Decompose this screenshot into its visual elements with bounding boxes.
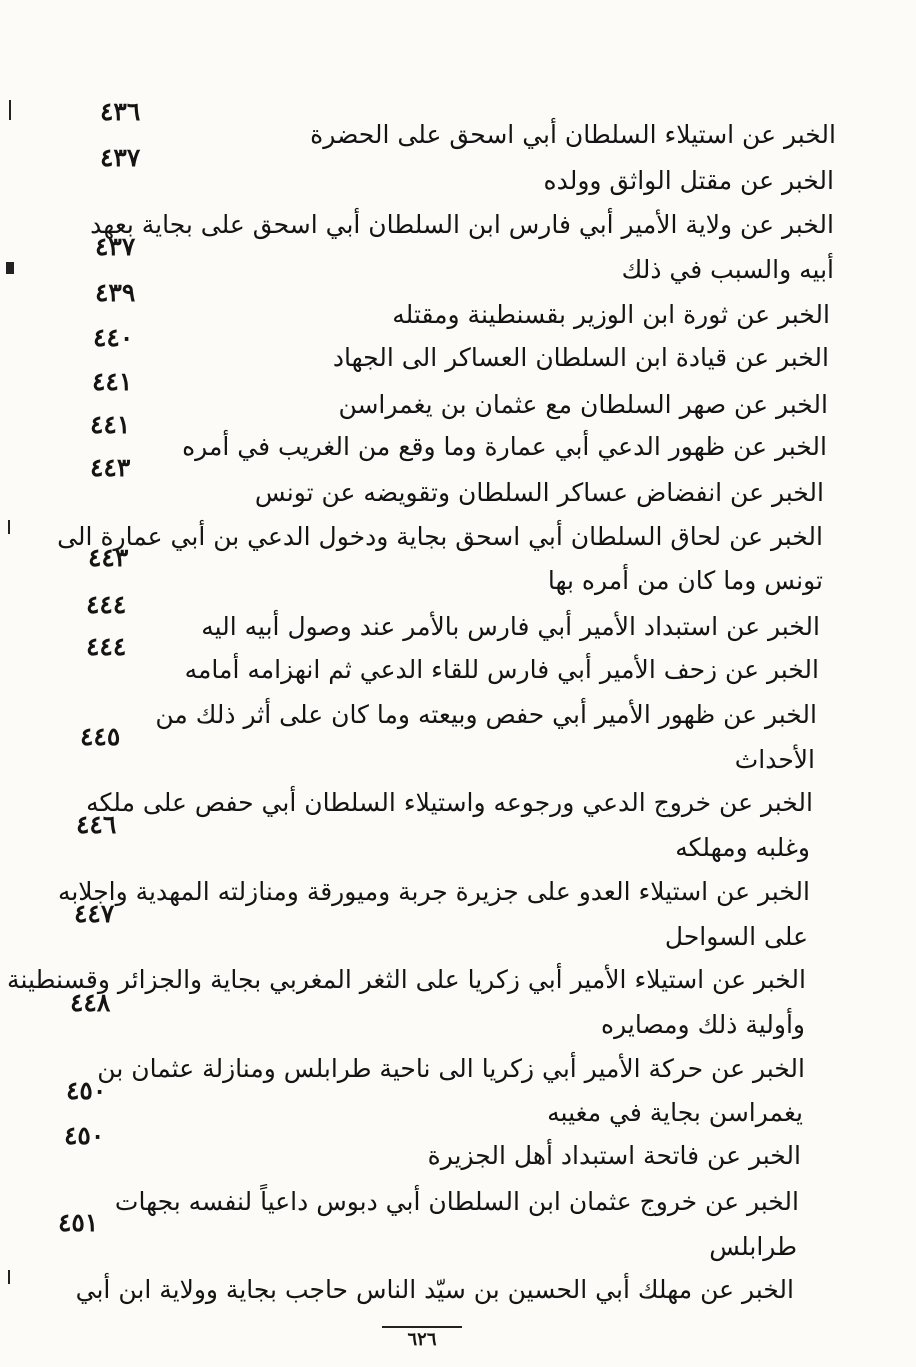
page-number: ٤٣٧ [95,232,136,261]
toc-entry-line: وأولية ذلك ومصايره [601,1010,805,1039]
page-number: ٤٤٠ [93,323,134,352]
toc-entry-line: الخبر عن استيلاء الأمير أبي زكريا على الثغر المغربي بجاية والجزائر وقسنطينة [7,965,806,994]
toc-entry-line: وغلبه ومهلكه [675,833,810,862]
toc-entry-line: الخبر عن ثورة ابن الوزير بقسنطينة ومقتله [392,300,830,329]
toc-entry-line: يغمراسن بجاية في مغيبه [547,1098,803,1127]
toc-entry-line: الخبر عن خروج الدعي ورجوعه واستيلاء السلطان أبي حفص على ملكه [86,788,813,817]
toc-entry-line: طرابلس [709,1232,797,1261]
toc-entry-line: الخبر عن ظهور الأمير أبي حفص وبيعته وما كان على أثر ذلك من [155,700,817,729]
toc-entry-line: الخبر عن قيادة ابن السلطان العساكر الى الجهاد [332,343,829,372]
page-number: ٤٤٧ [74,899,115,928]
page-number: ٤٤٣ [88,543,129,572]
toc-entry-line: الخبر عن ولاية الأمير أبي فارس ابن السلطان أبي اسحق على بجاية بعهد [90,210,834,239]
folio-page-number: ٦٢٦ [382,1326,462,1350]
toc-entry-line: الخبر عن حركة الأمير أبي زكريا الى ناحية طرابلس ومنازلة عثمان بن [97,1054,805,1083]
toc-entry-line: تونس وما كان من أمره بها [547,566,823,595]
page-number: ٤٥٠ [64,1121,105,1150]
toc-entry-line: الخبر عن مقتل الواثق وولده [543,166,834,195]
toc-entry-line: على السواحل [664,922,808,951]
toc-entry-line: الخبر عن صهر السلطان مع عثمان بن يغمراسن [338,390,828,419]
toc-entry-line: الخبر عن استيلاء العدو على جزيرة جربة وميورقة ومنازلته المهدية واجلابه [57,877,810,906]
page-number: ٤٥١ [58,1208,99,1237]
page-number: ٤٣٦ [100,97,141,126]
page-number: ٤٥٠ [66,1076,107,1105]
toc-entry-line: أبيه والسبب في ذلك [621,255,834,284]
page-number: ٤٤٣ [90,453,131,482]
scan-mark [9,100,11,120]
toc-entry-line: الخبر عن لحاق السلطان أبي اسحق بجاية ودخول الدعي بن أبي عمارة الى [57,522,823,551]
toc-entry-line: الخبر عن استيلاء السلطان أبي اسحق على الحضرة [310,120,836,149]
toc-entry-line: الخبر عن فاتحة استبداد أهل الجزيرة [427,1141,801,1170]
toc-entry-line: الخبر عن انفضاض عساكر السلطان وتقويضه عن تونس [254,478,824,507]
toc-entry-line: الأحداث [734,745,815,774]
page-number: ٤٤١ [92,367,133,396]
page-number: ٤٣٩ [95,278,136,307]
page-number: ٤٣٧ [100,143,141,172]
page-number: ٤٤٦ [76,810,117,839]
page-number: ٤٤١ [90,410,131,439]
scan-mark [8,520,10,534]
page-number: ٤٤٤ [86,632,127,661]
scan-mark [6,262,14,274]
page-number: ٤٤٨ [70,988,111,1017]
scan-mark [8,1270,10,1284]
page-number: ٤٤٥ [80,722,121,751]
toc-entry-line: الخبر عن زحف الأمير أبي فارس للقاء الدعي ثم انهزامه أمامه [184,655,819,684]
page-number: ٤٤٤ [86,590,127,619]
toc-entry-line: الخبر عن مهلك أبي الحسين بن سيّد الناس حاجب بجاية وولاية ابن أبي [75,1275,794,1304]
toc-entry-line: الخبر عن استبداد الأمير أبي فارس بالأمر عند وصول أبيه اليه [201,612,820,641]
toc-entry-line: الخبر عن ظهور الدعي أبي عمارة وما وقع من الغريب في أمره [182,432,827,461]
toc-entry-line: الخبر عن خروج عثمان ابن السلطان أبي دبوس داعياً لنفسه بجهات [114,1187,799,1216]
